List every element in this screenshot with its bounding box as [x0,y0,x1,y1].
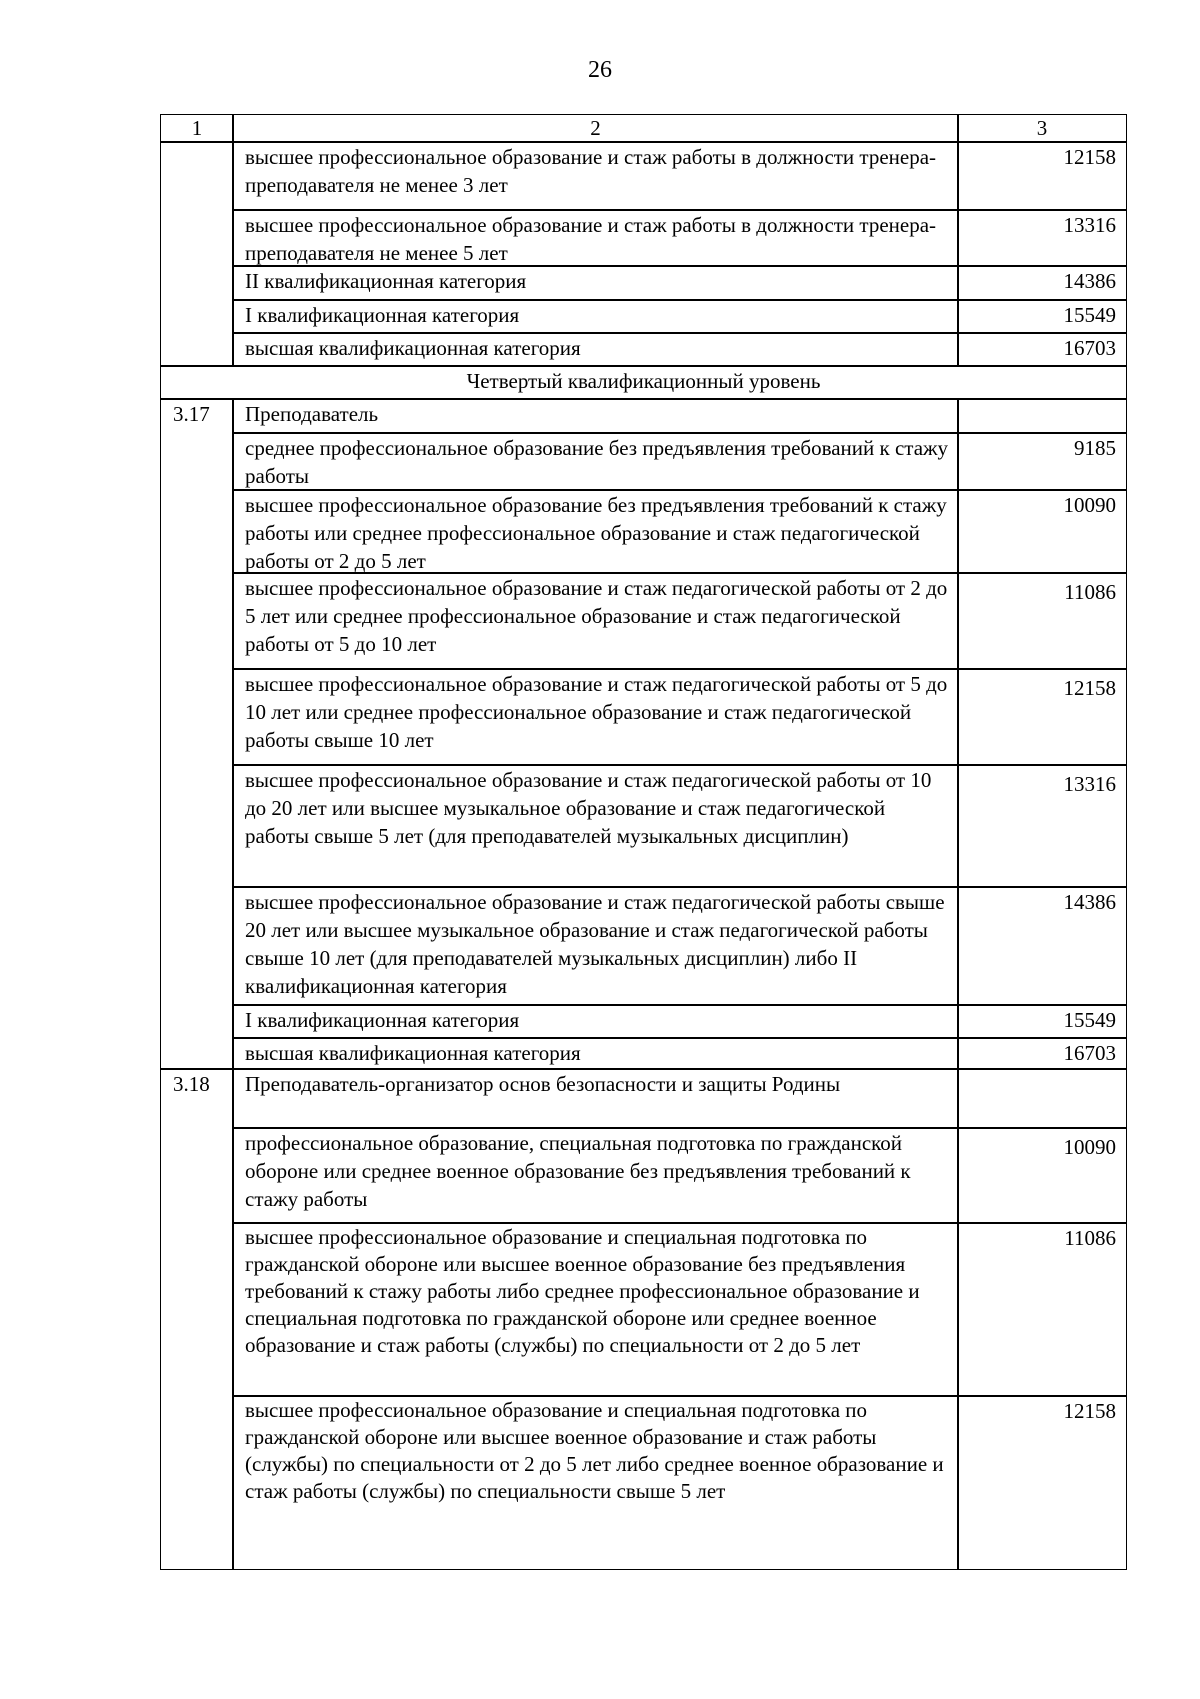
table-row-salary: 9185 [957,432,1127,491]
table-header-col-3: 3 [957,114,1127,143]
table-row-description: I квалификационная категория [232,299,959,334]
table-row-salary: 16703 [957,1037,1127,1070]
table-row-salary: 11086 [957,1222,1127,1397]
table-row-salary: 15549 [957,299,1127,334]
table-row-description: высшее профессиональное образование и стаж работы в должности тренера-преподавателя не менее 5 лет [232,209,959,267]
table-row-salary: 13316 [957,764,1127,888]
position-code: 3.18 [160,1068,234,1570]
table-row-salary: 11086 [957,572,1127,670]
table-row-description: высшая квалификационная категория [232,332,959,367]
table-header-col-1: 1 [160,114,234,143]
table-row-salary: 14386 [957,265,1127,301]
table-row-salary: 10090 [957,1127,1127,1224]
table-code-cell-empty [160,141,234,367]
table-row-description: высшее профессиональное образование и специальная подготовка по гражданской обороне или высшее военное образование без предъявления требований к стажу работы либо среднее профессиональное образование и специальная подготовка по гражданской обороне или среднее военное образование и стаж работы (службы) по специальности от 2 до 5 лет [232,1222,959,1397]
table-row-salary: 14386 [957,886,1127,1006]
table-row-description: высшее профессиональное образование и стаж педагогической работы свыше 20 лет или высшее музыкальное образование и стаж педагогической работы свыше 10 лет (для преподавателей музыкальных дисциплин) либо II квалификационная категория [232,886,959,1006]
table-row-salary: 15549 [957,1004,1127,1039]
table-row-salary: 12158 [957,1395,1127,1570]
table-row-salary: 13316 [957,209,1127,267]
table-row-description: среднее профессиональное образование без предъявления требований к стажу работы [232,432,959,491]
position-title: Преподаватель [232,398,959,434]
table-row-description: высшее профессиональное образование и специальная подготовка по гражданской обороне или высшее военное образование и стаж работы (службы) по специальности от 2 до 5 лет либо среднее военное образование и стаж работы (службы) по специальности свыше 5 лет [232,1395,959,1570]
table-row-salary: 16703 [957,332,1127,367]
table-row-description: высшая квалификационная категория [232,1037,959,1070]
position-code: 3.17 [160,398,234,1070]
table-row-description: высшее профессиональное образование без предъявления требований к стажу работы или среднее профессиональное образование и стаж педагогической работы от 2 до 5 лет [232,489,959,574]
table-row-salary: 10090 [957,489,1127,574]
position-title-salary-empty [957,1068,1127,1129]
table-row-description: I квалификационная категория [232,1004,959,1039]
position-title: Преподаватель-организатор основ безопасности и защиты Родины [232,1068,959,1129]
table-row-description: высшее профессиональное образование и стаж педагогической работы от 2 до 5 лет или среднее профессиональное образование и стаж педагогической работы от 5 до 10 лет [232,572,959,670]
position-title-salary-empty [957,398,1127,434]
table-row-salary: 12158 [957,141,1127,211]
table-row-description: высшее профессиональное образование и стаж педагогической работы от 10 до 20 лет или высшее музыкальное образование и стаж педагогической работы свыше 5 лет (для преподавателей музыкальных дисциплин) [232,764,959,888]
page-number: 26 [588,57,612,83]
table-row-salary: 12158 [957,668,1127,766]
section-title: Четвертый квалификационный уровень [160,365,1127,400]
table-row-description: профессиональное образование, специальная подготовка по гражданской обороне или среднее военное образование без предъявления требований к стажу работы [232,1127,959,1224]
table-row-description: II квалификационная категория [232,265,959,301]
table-header-col-2: 2 [232,114,959,143]
table-row-description: высшее профессиональное образование и стаж работы в должности тренера-преподавателя не менее 3 лет [232,141,959,211]
table-row-description: высшее профессиональное образование и стаж педагогической работы от 5 до 10 лет или среднее профессиональное образование и стаж педагогической работы свыше 10 лет [232,668,959,766]
